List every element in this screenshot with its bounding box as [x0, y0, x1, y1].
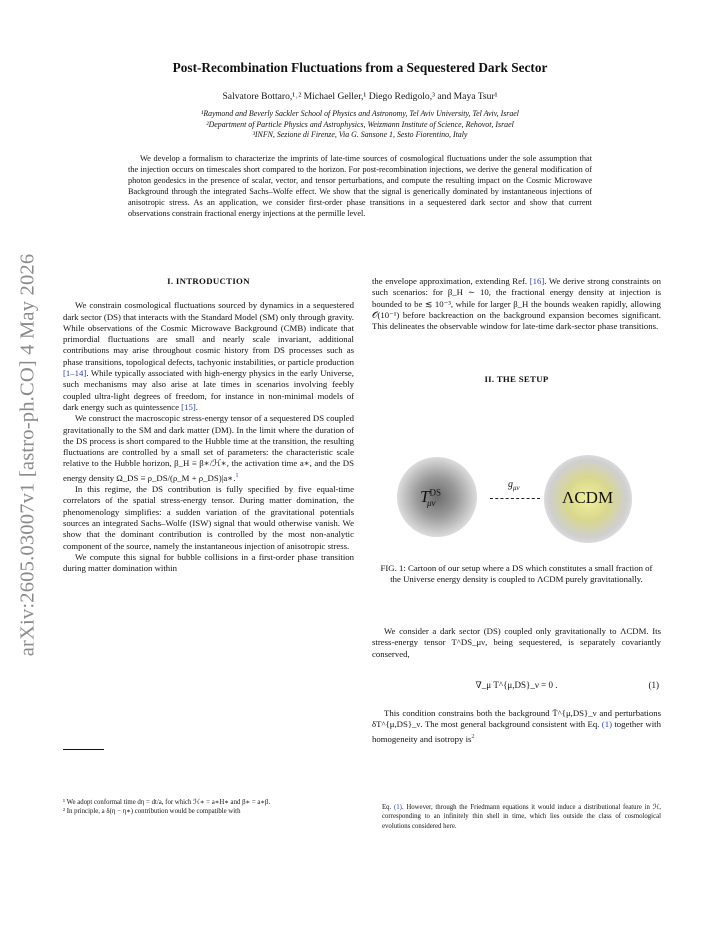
equation-reference-link[interactable]: (1) — [393, 804, 402, 811]
equation-number: (1) — [648, 680, 659, 690]
footnote-2: ² In principle, a δ(η − η∗) contribution would be compatible with — [63, 808, 241, 816]
intro-paragraph-3: In this regime, the DS contribution is fully specified by five equal-time correlators of the spatial stress-energy tensor. During matter domination, the phenomenology simplifies: a sudden variation of the gravitational potentials sources an integrated Sachs–Wolfe (ISW) signal that would otherwise vanish. We show that the dominant contribution is controlled by the most non-analytic component of the source, namely the instantaneous injection of anisotropic stress. — [63, 484, 354, 551]
intro-paragraph-1: We constrain cosmological fluctuations sourced by dynamics in a sequestered dark sector (DS) that interacts with the Standard Model (SM) only through gravity. While observations of the Cosmic Microwave Background (CMB) indicate that primordial fluctuations are small and nearly scale invariant, additional contributions may arise throughout cosmic history from DS processes such as phase transitions, topological defects, tachyonic instabilities, or particle production [1–14]. While typically associated with high-energy physics in the early Universe, such mechanisms may also arise at late times in scenarios involving feebly coupled ultra-light degrees of freedom, for instance in non-minimal models of dark energy such as quintessence [15]. — [63, 300, 354, 412]
paper-title: Post-Recombination Fluctuations from a Sequestered Dark Sector — [172, 60, 548, 75]
author-list: Salvatore Bottaro,¹˒² Michael Geller,¹ Diego Redigolo,³ and Maya Tsur¹ — [222, 91, 498, 102]
figure-1-cartoon — [372, 452, 661, 562]
dark-sector-label: $T^{DS}_{\mu\nu}$ — [420, 487, 441, 509]
setup-text-2 — [372, 708, 661, 745]
section-heading-setup: II. THE SETUP — [484, 374, 549, 385]
setup-paragraph-2: This condition constrains both the background T̄^{μ,DS}_ν and perturbations δT^{μ,DS}_ν. The most general background consistent with Eq. (1) together with homogeneity and isotropy is$^2$ — [372, 708, 661, 744]
affiliation-3: ³INFN, Sezione di Firenze, Via G. Sansone 1, Sesto Fiorentino, Italy — [252, 130, 468, 140]
figure-1-caption: FIG. 1: Cartoon of our setup where a DS which constitutes a small fraction of the Universe energy density is coupled to ΛCDM purely gravitationally. — [380, 563, 653, 585]
footnote-rule — [63, 749, 104, 750]
footnote-1: ¹ We adopt conformal time dη = dt/a, for which ℋ∗ = a∗H∗ and β∗ = a∗β. — [63, 799, 271, 806]
arxiv-identifier-sidebar — [8, 235, 48, 675]
intro-paragraph-2: We construct the macroscopic stress-energy tensor of a sequestered DS coupled gravitationally to the SM and dark matter (DM). In the limit where the duration of the DS process is short compared to the Hubble time at the transition, the resulting fluctuations are controlled by a small set of parameters: the characteristic scale relative to the Hubble horizon, β_H ≡ β∗/ℋ∗, the activation time a∗, and the DS energy density Ω_DS ≡ ρ_DS/(ρ_M + ρ_DS)|a∗.$^1$ — [63, 413, 354, 483]
section-heading-introduction: I. INTRODUCTION — [167, 276, 250, 286]
affiliations — [0, 109, 720, 141]
affiliation-1: ¹Raymond and Beverly Sackler School of Physics and Astronomy, Tel Aviv University, Tel Aviv, Israel — [200, 109, 519, 118]
citation-link[interactable]: [15] — [181, 401, 196, 412]
left-column — [63, 276, 354, 574]
lcdm-label: ΛCDM — [562, 488, 614, 507]
gravitational-coupling-line — [490, 498, 540, 499]
right-column — [372, 276, 661, 386]
metric-coupling-label: $g_{\mu\nu}$ — [508, 479, 520, 492]
arxiv-identifier[interactable]: arXiv:2605.03007v1 [astro-ph.CO] 4 May 2026 — [16, 253, 39, 657]
footnote-2-continued: Eq. (1). However, through the Friedmann equations it would induce a distributional feature in ℋ, corresponding to an infinitely thin shell in time, which lies outside the class of cosmological evolutions considered here. — [382, 804, 662, 830]
citation-link[interactable]: [1–14] — [63, 368, 87, 379]
setup-text — [372, 626, 661, 660]
abstract: We develop a formalism to characterize the imprints of late-time sources of cosmological fluctuations under the sole assumption that the injection occurs on timescales short compared to the horizon. For post-recombination injections, we derive the general modification of photon geodesics in the presence of scalar, vector, and tensor perturbations, and compute the resulting impact on the Cosmic Microwave Background through the integrated Sachs–Wolfe effect. We show that the signal is generically dominated by instantaneous injections of anisotropic stress. As an application, we consider first-order phase transitions in a sequestered dark sector and show that current observations constrain fractional energy injections at the permille level. — [128, 154, 592, 219]
intro-paragraph-continued: the envelope approximation, extending Ref. [16]. We derive strong constraints on such scenarios: for β_H ∼ 10, the fractional energy density at injection is bounded to be ≲ 10⁻³, while for larger β_H the bounds weaken rapidly, allowing 𝒪(10⁻¹) before backreaction on the background expansion becomes significant. This delineates the observable window for late-time dark-sector phase transitions. — [372, 276, 661, 332]
footnotes-left — [63, 798, 354, 817]
footnotes-right — [382, 803, 661, 831]
footnote-marker[interactable]: 2 — [471, 732, 475, 740]
equation-body: ∇_μ T^{μ,DS}_ν = 0 . — [475, 680, 558, 690]
equation-reference-link[interactable]: (1) — [601, 719, 612, 730]
setup-paragraph-1: We consider a dark sector (DS) coupled only gravitationally to ΛCDM. Its stress-energy tensor T^DS_μν, being sequestered, is separately covariantly conserved, — [372, 626, 661, 659]
affiliation-2: ²Department of Particle Physics and Astrophysics, Weizmann Institute of Science, Rehovot, Israel — [206, 119, 514, 129]
footnote-marker[interactable]: 1 — [235, 471, 239, 479]
intro-paragraph-4: We compute this signal for bubble collisions in a first-order phase transition during matter domination within — [63, 551, 354, 574]
citation-link[interactable]: [16] — [529, 276, 545, 286]
